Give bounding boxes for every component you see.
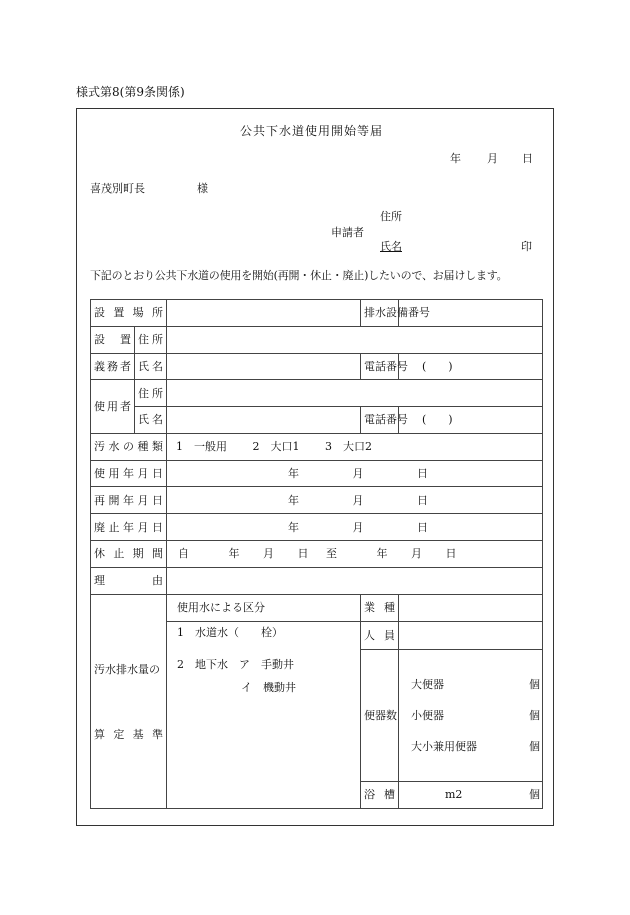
bath-field[interactable] <box>399 782 543 809</box>
form-number: 様式第8(第9条関係) <box>76 85 185 99</box>
abolish-date-month: 月 <box>352 520 364 534</box>
toilet-large-unit: 個 <box>529 677 540 691</box>
sewage-option-large2[interactable]: 3 大口2 <box>325 440 372 454</box>
toilet-count-label: 便器数 <box>361 650 399 782</box>
use-date-label: 使用年月日 <box>91 460 167 487</box>
water-class-field[interactable] <box>167 622 361 809</box>
water-option-ground[interactable]: 2 地下水 ア 手動井 <box>177 657 294 671</box>
date-year: 年 <box>450 152 461 165</box>
obligor-phone-paren: ( ) <box>422 359 453 373</box>
use-date-day: 日 <box>417 466 428 480</box>
date-day: 日 <box>522 152 533 165</box>
people-label: 人員 <box>361 622 399 650</box>
resume-date-field[interactable] <box>167 487 543 514</box>
addressee-name: 喜茂別町長 <box>90 182 145 195</box>
sewage-type-label: 汚水の種類 <box>91 433 167 460</box>
user-address-field[interactable] <box>167 380 543 407</box>
date-month: 月 <box>487 152 498 165</box>
obligor-phone-field[interactable] <box>399 353 543 380</box>
setup-obligor-label-1: 設 置 <box>91 326 135 353</box>
user-label: 使用者 <box>91 380 135 434</box>
seal-mark: 印 <box>521 240 532 253</box>
form-table <box>90 299 543 809</box>
people-field[interactable] <box>399 622 543 650</box>
install-location-label: 設置場所 <box>91 300 167 327</box>
suspend-from-month: 月 <box>263 547 274 561</box>
obligor-name-label: 氏名 <box>135 353 167 380</box>
toilet-row-combined <box>411 740 540 753</box>
suspend-from: 自 <box>178 547 189 561</box>
water-option-tap[interactable]: 1 水道水（ 栓） <box>177 626 283 640</box>
resume-date-day: 日 <box>417 493 428 507</box>
intro-text: 下記のとおり公共下水道の使用を開始(再開・休止・廃止)したいので、お届けします。 <box>90 269 508 282</box>
user-address-label: 住所 <box>135 380 167 407</box>
business-type-label: 業種 <box>361 594 399 622</box>
use-date-month: 月 <box>352 466 364 480</box>
bath-units <box>445 788 540 801</box>
sewage-type-options[interactable] <box>167 433 543 460</box>
toilet-combined-label: 大小兼用便器 <box>411 740 477 754</box>
obligor-name-field[interactable] <box>167 353 361 380</box>
toilet-small-unit: 個 <box>529 709 540 723</box>
user-phone-paren: ( ) <box>422 413 453 427</box>
use-date-field[interactable] <box>167 460 543 487</box>
abolish-date-label: 廃止年月日 <box>91 514 167 541</box>
resume-date-month: 月 <box>352 493 364 507</box>
bath-area-unit: m2 <box>445 788 463 802</box>
use-date-year: 年 <box>288 466 299 480</box>
calc-basis-label-1: 汚水排水量の <box>94 663 160 677</box>
resume-date-year: 年 <box>288 493 299 507</box>
user-phone-label: 電話番号 <box>361 407 399 434</box>
applicant-address-label: 住所 <box>380 210 402 223</box>
applicant-label: 申請者 <box>331 226 364 239</box>
water-option-ground-powered[interactable]: イ 機動井 <box>241 680 296 694</box>
applicant-name-line <box>380 241 532 252</box>
user-name-field[interactable] <box>167 407 361 434</box>
resume-date-label: 再開年月日 <box>91 487 167 514</box>
suspend-to-day: 日 <box>445 547 457 561</box>
toilet-row-large <box>411 678 540 691</box>
sewage-option-large1[interactable]: 2 大口1 <box>252 440 300 454</box>
toilet-count-field[interactable] <box>399 650 543 782</box>
user-name-label: 氏名 <box>135 407 167 434</box>
business-type-field[interactable] <box>399 594 543 622</box>
sewage-option-general[interactable]: 1 一般用 <box>176 440 227 454</box>
calc-basis-label-2: 算定基準 <box>94 728 163 742</box>
obligor-address-label: 住所 <box>135 326 167 353</box>
abolish-date-field[interactable] <box>167 514 543 541</box>
applicant-name-label: 氏名 <box>380 240 402 253</box>
suspend-to: 至 <box>326 547 337 561</box>
toilet-row-small <box>411 709 540 722</box>
toilet-small-label: 小便器 <box>411 709 444 723</box>
obligor-phone-label: 電話番号 <box>361 353 399 380</box>
bath-label: 浴槽 <box>361 782 399 809</box>
abolish-date-day: 日 <box>417 520 428 534</box>
user-phone-field[interactable] <box>399 407 543 434</box>
install-location-field[interactable] <box>167 300 361 327</box>
reason-field[interactable] <box>167 567 543 594</box>
setup-obligor-label-2: 義務者 <box>91 353 135 380</box>
obligor-address-field[interactable] <box>167 326 543 353</box>
suspend-to-month: 月 <box>411 547 422 561</box>
calc-basis-label <box>91 594 167 808</box>
suspend-to-year: 年 <box>376 547 388 561</box>
suspend-from-day: 日 <box>297 547 309 561</box>
water-class-header: 使用水による区分 <box>167 594 361 622</box>
addressee-honorific: 様 <box>197 182 208 195</box>
suspend-period-label: 休止期間 <box>91 541 167 568</box>
form-title: 公共下水道使用開始等届 <box>240 124 384 138</box>
bath-count-unit: 個 <box>529 788 540 802</box>
drain-facility-label: 排水設備番号 <box>361 300 399 327</box>
suspend-period-field[interactable] <box>167 541 543 568</box>
abolish-date-year: 年 <box>288 520 299 534</box>
reason-label: 理由 <box>91 567 167 594</box>
toilet-combined-unit: 個 <box>529 740 540 754</box>
toilet-large-label: 大便器 <box>411 677 444 691</box>
suspend-from-year: 年 <box>228 547 240 561</box>
